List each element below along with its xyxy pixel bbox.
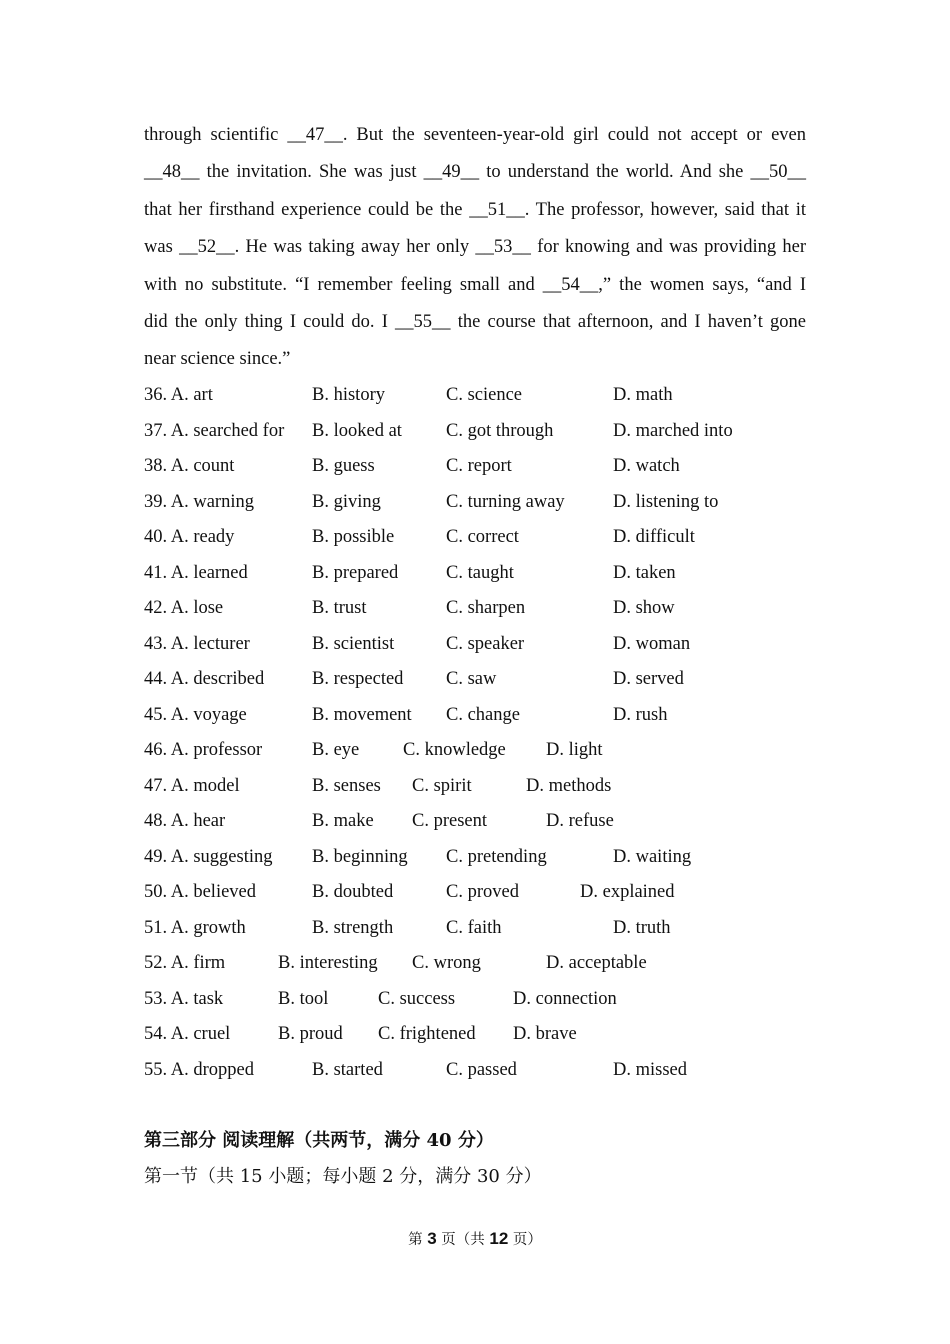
option-d: D. truth <box>613 917 671 938</box>
question-options <box>144 378 806 1088</box>
option-c: C. report <box>446 456 512 476</box>
passage-line: with no substitute. “I remember feeling small and __54__,” the women says, “and I <box>144 274 806 295</box>
option-d: D. explained <box>580 882 675 902</box>
passage-line: that her firsthand experience could be the __51__. The professor, however, said that it <box>144 199 806 220</box>
option-c: C. present <box>412 811 488 831</box>
footer-mid: 页（共 <box>441 1232 485 1248</box>
option-d: D. brave <box>513 1024 577 1044</box>
question-row <box>144 733 806 769</box>
option-a: 38. A. count <box>144 456 235 476</box>
question-row <box>144 840 806 876</box>
option-a: 51. A. growth <box>144 917 246 938</box>
option-b: B. scientist <box>312 633 395 654</box>
option-c: C. saw <box>446 669 497 689</box>
option-a: 41. A. learned <box>144 562 248 583</box>
option-c: C. sharpen <box>446 598 526 618</box>
question-row <box>144 414 806 450</box>
option-b: B. tool <box>278 988 329 1009</box>
option-a: 40. A. ready <box>144 527 235 547</box>
passage-line: was __52__. He was taking away her only __53__ for knowing and was providing her <box>144 237 806 258</box>
option-b: B. eye <box>312 740 360 760</box>
option-d: D. difficult <box>613 527 695 547</box>
option-d: D. waiting <box>613 846 692 867</box>
passage-line: through scientific __47__. But the seventeen-year-old girl could not accept or even <box>144 125 806 145</box>
page-footer <box>0 1228 950 1249</box>
footer-suffix: 页） <box>512 1232 542 1248</box>
option-a: 45. A. voyage <box>144 704 247 725</box>
option-b: B. senses <box>312 775 381 796</box>
option-c: C. got through <box>446 420 554 441</box>
page-number: 3 <box>427 1229 437 1248</box>
option-c: C. faith <box>446 917 502 938</box>
option-c: C. speaker <box>446 633 525 654</box>
passage-line: did the only thing I could do. I __55__ the course that afternoon, and I haven’t gone <box>144 311 806 332</box>
option-b: B. looked at <box>312 420 402 441</box>
option-a: 39. A. warning <box>144 491 254 512</box>
option-d: D. marched into <box>613 420 733 441</box>
option-b: B. giving <box>312 491 381 512</box>
option-b: B. possible <box>312 527 395 547</box>
option-d: D. served <box>613 669 684 689</box>
question-row <box>144 769 806 805</box>
option-d: D. acceptable <box>546 953 647 973</box>
option-c: C. spirit <box>412 775 472 796</box>
section-subheading: 第一节（共 15 小题；每小题 2 分，满分 30 分） <box>144 1166 542 1187</box>
option-a: 36. A. art <box>144 385 213 405</box>
option-d: D. rush <box>613 704 668 725</box>
option-c: C. wrong <box>412 953 481 973</box>
option-b: B. respected <box>312 669 404 689</box>
option-b: B. proud <box>278 1024 343 1044</box>
option-a: 48. A. hear <box>144 811 226 831</box>
option-d: D. methods <box>526 775 612 796</box>
question-row <box>144 875 806 911</box>
option-b: B. history <box>312 385 385 405</box>
option-c: C. pretending <box>446 846 547 867</box>
option-c: C. change <box>446 704 520 725</box>
option-c: C. science <box>446 385 523 405</box>
option-b: B. make <box>312 811 374 831</box>
option-a: 47. A. model <box>144 775 240 796</box>
option-a: 43. A. lecturer <box>144 633 250 654</box>
passage-line: near science since.” <box>144 349 291 370</box>
option-b: B. movement <box>312 704 412 725</box>
option-a: 53. A. task <box>144 988 224 1009</box>
question-row <box>144 378 806 414</box>
total-pages: 12 <box>489 1229 509 1248</box>
question-row <box>144 591 806 627</box>
question-row <box>144 1053 806 1089</box>
option-d: D. light <box>546 740 603 760</box>
option-c: C. success <box>378 988 456 1009</box>
question-row <box>144 911 806 947</box>
option-b: B. guess <box>312 456 375 476</box>
option-a: 52. A. firm <box>144 953 226 973</box>
option-a: 49. A. suggesting <box>144 846 273 867</box>
option-c: C. taught <box>446 562 514 583</box>
question-row <box>144 1017 806 1053</box>
option-a: 42. A. lose <box>144 598 224 618</box>
option-b: B. beginning <box>312 846 408 867</box>
question-row <box>144 804 806 840</box>
option-b: B. started <box>312 1059 383 1080</box>
footer-prefix: 第 <box>408 1232 423 1248</box>
option-c: C. turning away <box>446 491 565 512</box>
question-row <box>144 662 806 698</box>
question-row <box>144 698 806 734</box>
option-d: D. watch <box>613 456 680 476</box>
question-row <box>144 946 806 982</box>
option-c: C. correct <box>446 527 519 547</box>
option-d: D. connection <box>513 988 617 1009</box>
option-d: D. missed <box>613 1059 687 1080</box>
option-b: B. trust <box>312 598 367 618</box>
option-a: 37. A. searched for <box>144 420 285 441</box>
passage-line: __48__ the invitation. She was just __49__ to understand the world. And she __50__ <box>144 162 806 183</box>
question-row <box>144 520 806 556</box>
option-c: C. proved <box>446 882 519 902</box>
question-row <box>144 556 806 592</box>
option-d: D. listening to <box>613 491 719 512</box>
option-d: D. taken <box>613 562 676 583</box>
option-a: 50. A. believed <box>144 882 257 902</box>
option-b: B. prepared <box>312 562 399 583</box>
option-a: 55. A. dropped <box>144 1059 254 1080</box>
cloze-passage <box>144 117 806 379</box>
option-d: D. math <box>613 385 673 405</box>
option-b: B. doubted <box>312 882 394 902</box>
question-row <box>144 485 806 521</box>
option-c: C. passed <box>446 1059 517 1080</box>
option-c: C. knowledge <box>403 740 506 760</box>
question-row <box>144 982 806 1018</box>
section-heading: 第三部分 阅读理解（共两节，满分 40 分） <box>144 1130 494 1151</box>
option-d: D. show <box>613 598 675 618</box>
option-d: D. refuse <box>546 811 614 831</box>
option-b: B. interesting <box>278 953 378 973</box>
option-a: 54. A. cruel <box>144 1024 231 1044</box>
option-c: C. frightened <box>378 1024 476 1044</box>
question-row <box>144 449 806 485</box>
question-row <box>144 627 806 663</box>
option-d: D. woman <box>613 633 691 654</box>
option-a: 46. A. professor <box>144 740 263 760</box>
option-b: B. strength <box>312 917 394 938</box>
option-a: 44. A. described <box>144 669 265 689</box>
